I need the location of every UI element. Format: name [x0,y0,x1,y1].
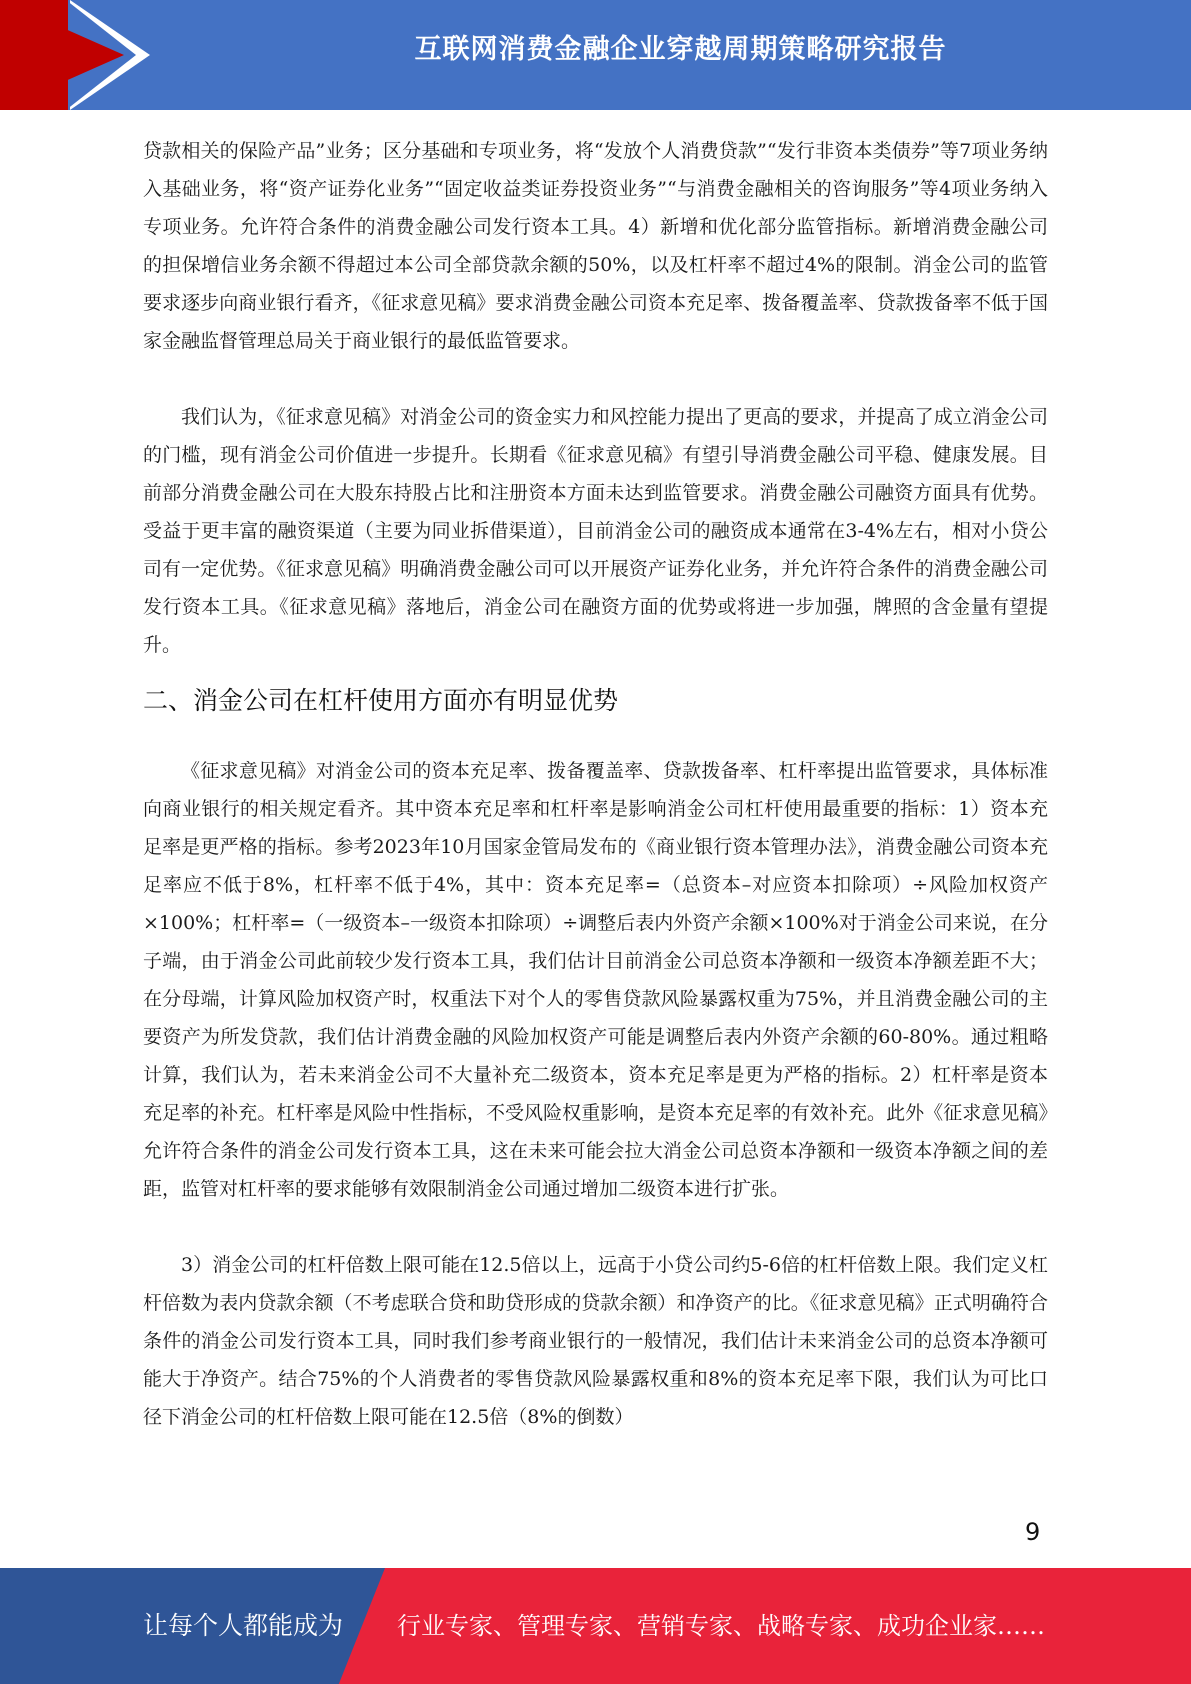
main-content [143,132,1048,1436]
paragraph-4: 3）消金公司的杠杆倍数上限可能在12.5倍以上，远高于小贷公司约5-6倍的杠杆倍数上限。我们定义杠杆倍数为表内贷款余额（不考虑联合贷和助贷形成的贷款余额）和净资产的比。《征求意见稿》正式明确符合条件的消金公司发行资本工具，同时我们参考商业银行的一般情况，我们估计未来消金公司的总资本净额可能大于净资产。结合75%的个人消费者的零售贷款风险暴露权重和8%的资本充足率下限，我们认为可比口径下消金公司的杠杆倍数上限可能在12.5倍（8%的倒数） [143,1254,1048,1428]
paragraph-3: 《征求意见稿》对消金公司的资本充足率、拨备覆盖率、贷款拨备率、杠杆率提出监管要求，具体标准向商业银行的相关规定看齐。其中资本充足率和杠杆率是影响消金公司杠杆使用最重要的指标：1）资本充足率是更严格的指标。参考2023年10月国家金管局发布的《商业银行资本管理办法》，消费金融公司资本充足率应不低于8%，杠杆率不低于4%，其中：资本充足率=（总资本–对应资本扣除项）÷风险加权资产×100%；杠杆率=（一级资本–一级资本扣除项）÷调整后表内外资产余额×100%对于消金公司来说，在分子端，由于消金公司此前较少发行资本工具，我们估计目前消金公司总资本净额和一级资本净额差距不大；在分母端，计算风险加权资产时，权重法下对个人的零售贷款风险暴露权重为75%，并且消费金融公司的主要资产为所发贷款，我们估计消费金融的风险加权资产可能是调整后表内外资产余额的60-80%。通过粗略计算，我们认为，若未来消金公司不大量补充二级资本，资本充足率是更为严格的指标。2）杠杆率是资本充足率的补充。杠杆率是风险中性指标，不受风险权重影响，是资本充足率的有效补充。此外《征求意见稿》允许符合条件的消金公司发行资本工具，这在未来可能会拉大消金公司总资本净额和一级资本净额之间的差距，监管对杠杆率的要求能够有效限制消金公司通过增加二级资本进行扩张。 [143,760,1048,1200]
header-red-block [0,0,68,110]
page-footer [0,1568,1191,1684]
footer-slogan-left: 让每个人都能成为 [143,1611,344,1640]
footer-slogan-right: 行业专家、管理专家、营销专家、战略专家、成功企业家…… [397,1612,1045,1640]
paragraph-1: 贷款相关的保险产品”业务；区分基础和专项业务，将“发放个人消费贷款”“发行非资本类债券”等7项业务纳入基础业务，将“资产证券化业务”“固定收益类证券投资业务”“与消费金融相关的咨询服务”等4项业务纳入专项业务。允许符合条件的消费金融公司发行资本工具。4）新增和优化部分监管指标。新增消费金融公司的担保增信业务余额不得超过本公司全部贷款余额的50%，以及杠杆率不超过4%的限制。消金公司的监管要求逐步向商业银行看齐，《征求意见稿》要求消费金融公司资本充足率、拨备覆盖率、贷款拨备率不低于国家金融监督管理总局关于商业银行的最低监管要求。 [143,140,1048,352]
section-heading: 二、消金公司在杠杆使用方面亦有明显优势 [143,686,619,715]
page-header [0,0,1191,110]
page-number: 9 [1025,1518,1041,1546]
report-title: 互联网消费金融企业穿越周期策略研究报告 [414,34,947,65]
paragraph-2: 我们认为，《征求意见稿》对消金公司的资金实力和风控能力提出了更高的要求，并提高了成立消金公司的门槛，现有消金公司价值进一步提升。长期看《征求意见稿》有望引导消费金融公司平稳、健康发展。目前部分消费金融公司在大股东持股占比和注册资本方面未达到监管要求。消费金融公司融资方面具有优势。受益于更丰富的融资渠道（主要为同业拆借渠道），目前消金公司的融资成本通常在3-4%左右，相对小贷公司有一定优势。《征求意见稿》明确消费金融公司可以开展资产证券化业务，并允许符合条件的消费金融公司发行资本工具。《征求意见稿》落地后，消金公司在融资方面的优势或将进一步加强，牌照的含金量有望提升。 [143,406,1048,656]
